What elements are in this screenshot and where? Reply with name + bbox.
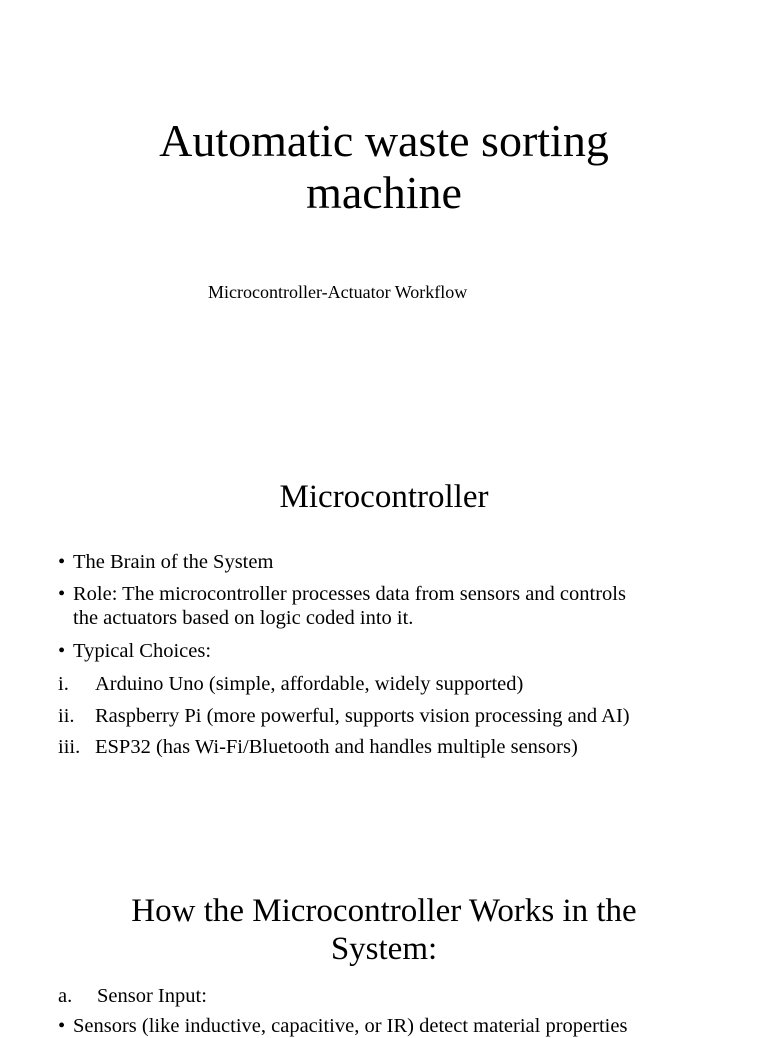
microcontroller-heading: Microcontroller xyxy=(279,479,489,515)
bullet-mark: • xyxy=(58,583,66,605)
bullet-mark: • xyxy=(58,640,66,662)
step-text: Sensor Input: xyxy=(97,985,207,1007)
slide-title-line-2: machine xyxy=(306,167,462,218)
slide-subtitle: Microcontroller-Actuator Workflow xyxy=(208,282,468,302)
bullet-item xyxy=(58,582,698,630)
bullet-text-line-1: Role: The microcontroller processes data from sensors and controls xyxy=(73,583,626,605)
bullet-text-line-2: the actuators based on logic coded into it. xyxy=(73,607,414,629)
bullet-mark: • xyxy=(58,551,66,573)
choice-text: ESP32 (has Wi-Fi/Bluetooth and handles multiple sensors) xyxy=(95,736,578,758)
bullet-text: Sensors (like inductive, capacitive, or IR) detect material properties xyxy=(73,1015,628,1037)
choice-number: i. xyxy=(58,673,69,695)
how-it-works-heading xyxy=(0,892,768,968)
choice-number: iii. xyxy=(58,736,81,758)
bullet-text: Typical Choices: xyxy=(73,640,212,662)
step-letter: a. xyxy=(58,985,73,1007)
slide-title-line-1: Automatic waste sorting xyxy=(159,115,609,166)
how-it-works-heading-line-1: How the Microcontroller Works in the xyxy=(131,893,637,929)
choice-number: ii. xyxy=(58,705,75,727)
bullet-mark: • xyxy=(58,1015,66,1037)
choice-text: Raspberry Pi (more powerful, supports vision processing and AI) xyxy=(95,705,630,727)
slide-title xyxy=(0,115,768,219)
choice-text: Arduino Uno (simple, affordable, widely supported) xyxy=(95,673,524,695)
how-it-works-heading-line-2: System: xyxy=(330,931,438,967)
bullet-text: The Brain of the System xyxy=(73,551,274,573)
